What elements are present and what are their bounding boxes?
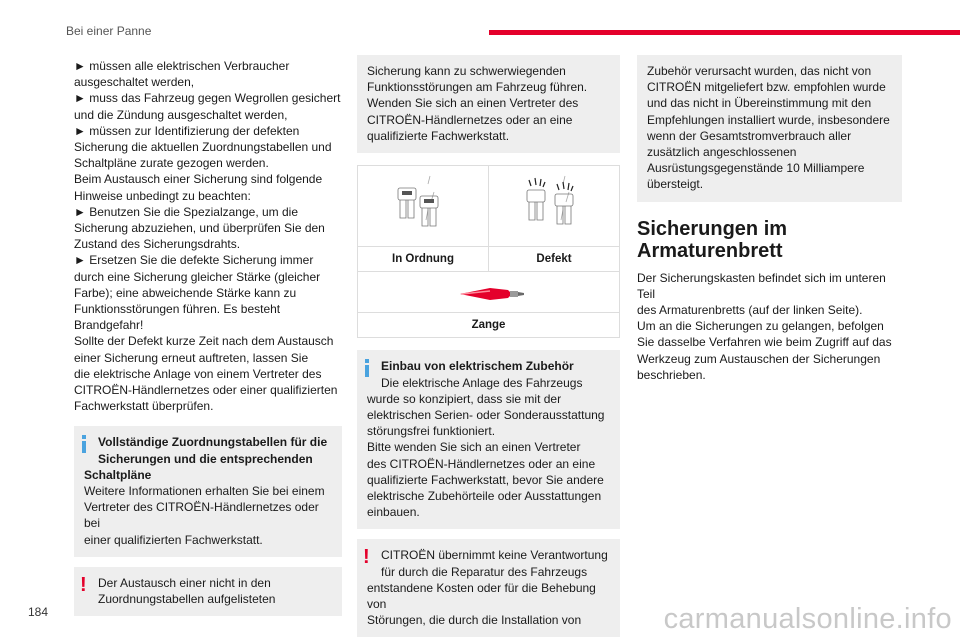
instruction-text <box>74 58 342 414</box>
text-line: Zustand des Sicherungsdrahts. <box>74 237 241 252</box>
note-title-line: Schaltpläne <box>84 467 152 482</box>
warning-icon: ! <box>80 573 87 596</box>
pliers-illustration <box>358 272 621 312</box>
text-line: Funktionsstörungen führen. Es besteht <box>74 302 281 317</box>
text-line: ► Benutzen Sie die Spezialzange, um die <box>74 204 299 219</box>
section-title: Bei einer Panne <box>66 24 152 38</box>
text-line: ► müssen alle elektrischen Verbraucher <box>74 59 290 73</box>
continued-warning-box <box>637 55 902 202</box>
column-1 <box>74 58 342 616</box>
text-line: qualifizierte Fachwerkstatt. <box>367 128 510 143</box>
note-text-line: CITROËN übernimmt keine Verantwortung <box>381 548 608 563</box>
fuse-defect-label: Defekt <box>488 247 619 271</box>
text-line: Sicherung kann zu schwerwiegenden <box>367 64 566 78</box>
text-line: CITROËN mitgeliefert bzw. empfohlen wurde <box>647 80 886 95</box>
note-text-line: elektrische Zubehörteile oder Ausstattungen <box>367 489 602 504</box>
fuse-defect-illustration <box>489 166 619 246</box>
text-line: wenn der Gesamtstromverbrauch aller <box>647 128 852 143</box>
section-heading <box>637 218 902 262</box>
text-line: CITROËN-Händlernetzes oder einer qualifizierten <box>74 383 338 398</box>
watermark: carmanualsonline.info <box>663 603 952 635</box>
text-line: beschrieben. <box>637 367 706 382</box>
text-line: Sollte der Defekt kurze Zeit nach dem Austausch <box>74 334 334 349</box>
text-line: Beim Austausch einer Sicherung sind folgende <box>74 172 323 187</box>
note-text-line: einer qualifizierten Fachwerkstatt. <box>84 532 263 547</box>
text-line: die elektrische Anlage von einem Vertreter des <box>74 366 322 381</box>
text-line: Fachwerkstatt überprüfen. <box>74 399 214 414</box>
note-text-line: Vertreter des CITROËN-Händlernetzes oder bei <box>84 500 319 531</box>
text-line: durch eine Sicherung gleicher Stärke (gleicher <box>74 269 321 284</box>
text-line: CITROËN-Händlernetzes oder an eine <box>367 112 573 127</box>
text-line: Zubehör verursacht wurden, das nicht von <box>647 64 872 78</box>
fuse-illustration-table <box>357 165 620 338</box>
text-line: Sicherung abzuziehen, und überprüfen Sie den <box>74 221 325 236</box>
note-text-line: wurde so konzipiert, dass sie mit der <box>367 391 562 406</box>
fuse-ok-illustration <box>358 166 488 246</box>
text-line: Empfehlungen installiert wurde, insbesondere <box>647 112 890 127</box>
warning-icon: ! <box>363 546 370 569</box>
text-line: und die Zündung ausgeschaltet werden, <box>74 107 288 122</box>
note-text-line: elektrischen Serien- oder Sonderausstattung <box>367 408 605 423</box>
warning-note-fuse <box>74 567 342 616</box>
text-line: übersteigt. <box>647 177 704 192</box>
text-line: ► Ersetzen Sie die defekte Sicherung immer <box>74 253 314 268</box>
text-line: Ausrüstungsgegenstände 10 Milliampere <box>647 161 865 176</box>
fuse-defect-cell <box>488 166 619 246</box>
text-line: Wenden Sie sich an einen Vertreter des <box>367 96 579 111</box>
note-text-line: Die elektrische Anlage des Fahrzeugs <box>381 375 583 390</box>
fuse-ok-cell <box>358 166 488 246</box>
text-line: Werkzeug zum Austauschen der Sicherungen <box>637 351 881 366</box>
note-text-line: Bitte wenden Sie sich an einen Vertreter <box>367 440 581 455</box>
text-line: Um an die Sicherungen zu gelangen, befolgen <box>637 319 884 334</box>
text-line: und das nicht in Übereinstimmung mit den <box>647 96 872 111</box>
note-title-line: Vollständige Zuordnungstabellen für die <box>98 435 328 450</box>
column-2 <box>357 55 620 637</box>
note-text-line: qualifizierte Fachwerkstatt, bevor Sie andere <box>367 472 604 487</box>
text-line: Hinweise unbedingt zu beachten: <box>74 188 251 203</box>
text-line: Farbe); eine abweichende Stärke kann zu <box>74 285 297 300</box>
info-icon <box>82 435 86 453</box>
note-text-line: des CITROËN-Händlernetzes oder an eine <box>367 456 596 471</box>
note-text-line: entstandene Kosten oder für die Behebung von <box>367 580 596 612</box>
note-text-line: einbauen. <box>367 505 420 520</box>
section-body <box>637 270 902 383</box>
page-number: 184 <box>28 605 49 619</box>
note-title: Einbau von elektrischem Zubehör <box>381 359 574 374</box>
text-line: Schaltpläne zurate gezogen werden. <box>74 156 269 171</box>
pliers-label: Zange <box>358 312 619 337</box>
text-line: des Armaturenbretts (auf der linken Seite). <box>637 303 863 318</box>
text-line: Sicherung die aktuellen Zuordnungstabellen und <box>74 140 332 155</box>
pliers-cell <box>358 271 619 312</box>
text-line: Der Sicherungskasten befindet sich im unteren Teil <box>637 270 886 301</box>
column-3 <box>637 55 902 383</box>
heading-line: Armaturenbrett <box>637 239 783 262</box>
note-text-line: Der Austausch einer nicht in den <box>98 575 271 590</box>
note-text-line: Zuordnungstabellen aufgelisteten <box>98 592 276 607</box>
info-note-wiring <box>74 426 342 556</box>
info-icon <box>365 359 369 377</box>
note-text-line: für durch die Reparatur des Fahrzeugs <box>381 564 588 579</box>
text-line: zusätzlich angeschlossenen <box>647 145 797 160</box>
note-text-line: störungsfrei funktioniert. <box>367 424 496 439</box>
continued-warning-box <box>357 55 620 153</box>
info-note-accessories <box>357 350 620 529</box>
text-line: Sie dasselbe Verfahren wie beim Zugriff auf das <box>637 335 892 350</box>
text-line: ausgeschaltet werden, <box>74 75 195 90</box>
text-line: ► muss das Fahrzeug gegen Wegrollen gesichert <box>74 91 341 106</box>
note-text-line: Weitere Informationen erhalten Sie bei einem <box>84 484 325 499</box>
text-line: Brandgefahr! <box>74 318 144 333</box>
fuse-ok-label: In Ordnung <box>392 253 454 266</box>
text-line: einer Sicherung erneut auftreten, lassen Sie <box>74 350 309 365</box>
header-accent-bar <box>489 30 960 35</box>
text-line: Funktionsstörungen am Fahrzeug führen. <box>367 80 588 95</box>
heading-line: Sicherungen im <box>637 217 788 240</box>
note-text-line: Störungen, die durch die Installation von <box>367 613 582 628</box>
text-line: ► müssen zur Identifizierung der defekten <box>74 123 300 138</box>
note-title-line: Sicherungen und die entsprechenden <box>98 451 313 466</box>
warning-note-responsibility <box>357 539 620 637</box>
